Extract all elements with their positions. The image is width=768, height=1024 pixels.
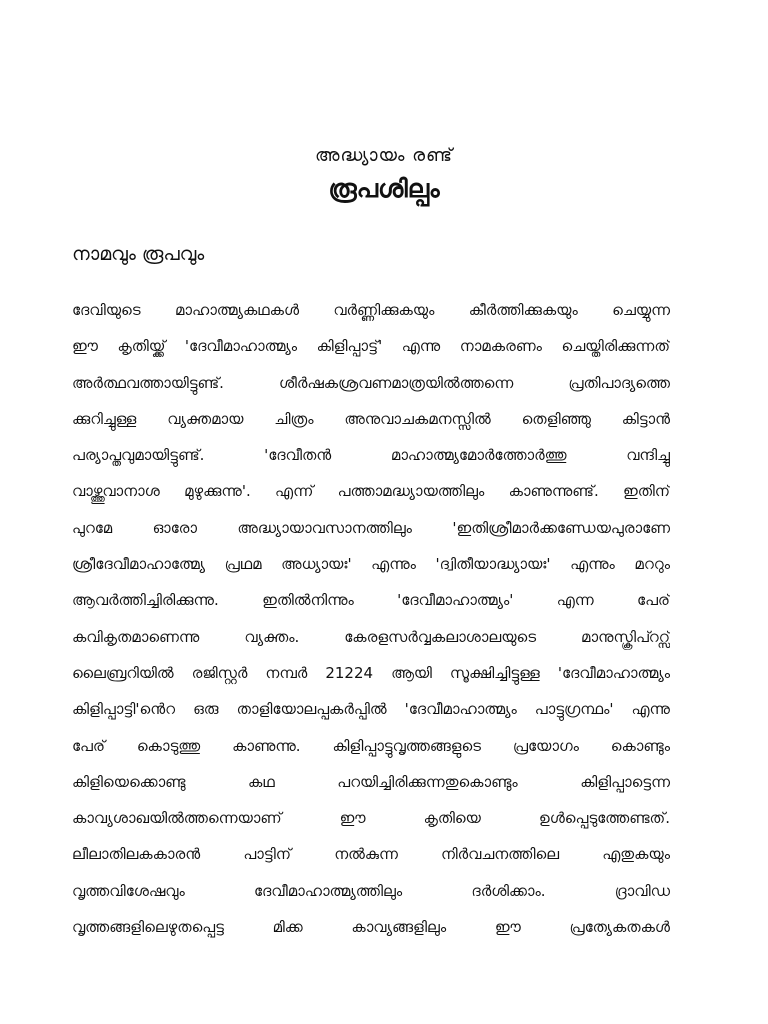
chapter-number-label: അദ്ധ്യായം രണ്ട് <box>314 145 454 166</box>
paragraph-line: ലൈബ്രറിയിൽ രജിസ്റ്റർ നമ്പർ 21224 ആയി സൂക്ഷിച്ചിട്ടുള്ള 'ദേവീമാഹാത്മ്യം <box>72 663 670 682</box>
paragraph-line: ദേവിയുടെ മാഹാത്മ്യകഥകൾ വർണ്ണിക്കുകയും കീർത്തിക്കുകയും ചെയ്യുന്ന <box>72 301 670 319</box>
paragraph-line: കിളിപ്പാട്ടി'ൻെറ ഒരു താളിയോലപ്പകർപ്പിൽ 'ദേവീമാഹാത്മ്യം പാട്ടുഗ്രന്ഥം' എന്നു <box>72 700 670 719</box>
chapter-title: രൂപശില്പം <box>328 174 440 203</box>
paragraph-line: വാഴ്ത്തുവാനാശ മുഴുക്കുന്നു'. എന്ന് പത്താമദ്ധ്യായത്തിലും കാണുന്നുണ്ട്. ഇതിന് <box>72 482 670 501</box>
paragraph-line: കാവ്യശാഖയിൽത്തന്നെയാണ് ഈ കൃതിയെ ഉൾപ്പെടുത്തേണ്ടത്. <box>72 809 670 828</box>
paragraph-line: ഈ കൃതിയ്ക്ക് 'ദേവീമാഹാത്മ്യം കിളിപ്പാട്ട്' എന്നു നാമകരണം ചെയ്തിരിക്കുന്നത് <box>72 337 670 356</box>
paragraph-line: ആവർത്തിച്ചിരിക്കുന്നു. ഇതിൽനിന്നും 'ദേവീമാഹാത്മ്യം' എന്ന പേര് <box>72 591 670 610</box>
paragraph-line: പേര് കൊടുത്തു കാണുന്നു. കിളിപ്പാട്ടുവൃത്തങ്ങളുടെ പ്രയോഗം കൊണ്ടും <box>72 736 670 755</box>
section-heading: നാമവും രൂപവും <box>72 243 205 265</box>
paragraph-line: വൃത്തവിശേഷവും ദേവീമാഹാത്മ്യത്തിലും ദർശിക്കാം. ദ്രാവിഡ <box>72 881 670 900</box>
paragraph-line: ലീലാതിലകകാരൻ പാട്ടിന് നൽകുന്ന നിർവചനത്തിലെ എതുകയും <box>72 845 670 864</box>
paragraph-line: അർത്ഥവത്തായിട്ടുണ്ട്. ശീർഷകശ്രവണമാത്രയിൽത്തന്നെ പ്രതിപാദ്യത്തെ <box>72 373 670 392</box>
paragraph-line: പര്യാപ്തവുമായിട്ടുണ്ട്. 'ദേവീതൻ മാഹാത്മ്യമോർത്തോർത്തു വന്ദിച്ചു <box>72 446 670 465</box>
paragraph-line: വൃത്തങ്ങളിലെഴുതപ്പെട്ട മിക്ക കാവ്യങ്ങളിലും ഈ പ്രത്യേകതകൾ <box>72 918 670 937</box>
body-paragraph <box>72 292 670 945</box>
paragraph-line: ശ്രീദേവീമാഹാത്മ്യേ പ്രഥമ അധ്യായഃ' എന്നും 'ദ്വിതീയാദ്ധ്യായഃ' എന്നും മററും <box>72 555 670 574</box>
paragraph-line: പുറമേ ഓരോ അദ്ധ്യായാവസാനത്തിലും 'ഇതിശ്രീമാർക്കണ്ഡേയപുരാണേ <box>72 518 670 537</box>
paragraph-line: ക്കുറിച്ചുള്ള വ്യക്തമായ ചിത്രം അനുവാചകമനസ്സിൽ തെളിഞ്ഞു കിട്ടാൻ <box>72 409 670 428</box>
paragraph-line: കവികൃതമാണെന്നു വ്യക്തം. കേരളസർവ്വകലാശാലയുടെ മാനുസ്ക്രിപ്ററ്സ് <box>72 627 670 646</box>
paragraph-line: കിളിയെക്കൊണ്ടു കഥ പറയിച്ചിരിക്കുന്നതുകൊണ്ടും കിളിപ്പാട്ടെന്ന <box>72 772 670 791</box>
